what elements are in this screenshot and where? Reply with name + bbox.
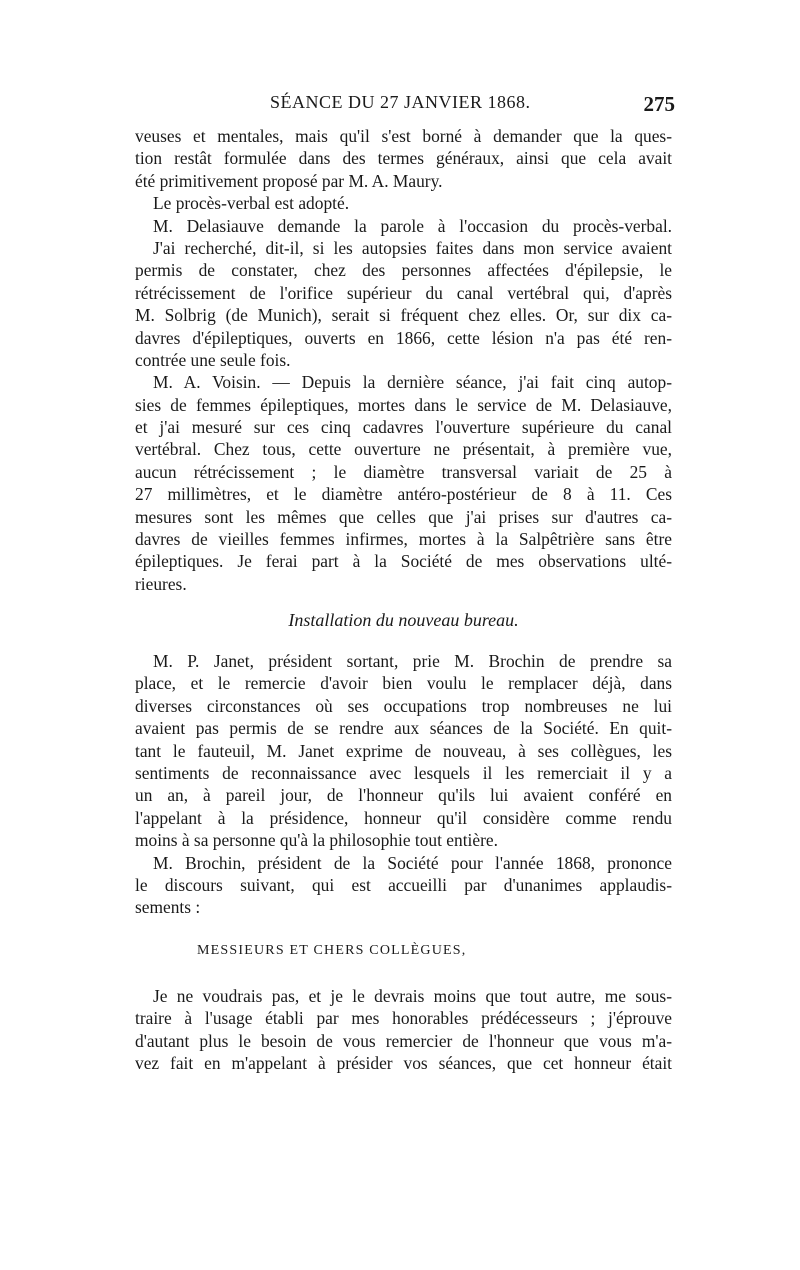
text-line: 27 millimètres, et le diamètre antéro-postérieur de 8 à 11. Ces: [135, 484, 672, 505]
text-line: sies de femmes épileptiques, mortes dans le service de M. Delasiauve,: [135, 394, 672, 415]
text-line: aucun rétrécissement ; le diamètre transversal variait de 25 à: [135, 461, 672, 482]
text-line: tant le fauteuil, M. Janet exprime de nouveau, à ses collègues, les: [135, 740, 672, 761]
text-line: un an, à pareil jour, de l'honneur qu'ils lui avaient conféré en: [135, 785, 672, 806]
text-line: davres d'épileptiques, ouverts en 1866, cette lésion n'a pas été ren-: [135, 327, 672, 348]
text-line: M. Delasiauve demande la parole à l'occasion du procès-verbal.: [153, 215, 672, 236]
section-title: Installation du nouveau bureau.: [288, 610, 519, 630]
text-line: avaient pas permis de se rendre aux séances de la Société. En quit-: [135, 718, 672, 739]
text-line: davres de vieilles femmes infirmes, mortes à la Salpêtrière sans être: [135, 529, 672, 550]
text-line: traire à l'usage établi par mes honorables prédécesseurs ; j'éprouve: [135, 1008, 672, 1029]
text-line: été primitivement proposé par M. A. Maury.: [135, 170, 443, 191]
text-block-1: [135, 125, 672, 595]
text-line: épileptiques. Je ferai part à la Société de mes observations ulté-: [135, 551, 672, 572]
text-line: vertébral. Chez tous, cette ouverture ne présentait, à première vue,: [135, 439, 672, 460]
text-line: permis de constater, chez des personnes affectées d'épilepsie, le: [135, 260, 672, 281]
text-line: le discours suivant, qui est accueilli par d'unanimes applaudis-: [135, 874, 672, 895]
text-line: M. P. Janet, président sortant, prie M. Brochin de prendre sa: [153, 651, 672, 671]
page-number: 275: [643, 92, 675, 116]
text-line: sements :: [135, 897, 201, 918]
running-head: SÉANCE DU 27 JANVIER 1868.: [270, 92, 531, 112]
text-line: moins à sa personne qu'à la philosophie tout entière.: [135, 830, 498, 851]
text-line: place, et le remercie d'avoir bien voulu le remplacer déjà, dans: [135, 673, 672, 694]
text-line: J'ai recherché, dit-il, si les autopsies faites dans mon service avaient: [153, 237, 672, 258]
text-line: M. Solbrig (de Munich), serait si fréquent chez elles. Or, sur dix ca-: [135, 305, 672, 326]
text-block-2: [135, 650, 672, 919]
text-line: Le procès-verbal est adopté.: [153, 193, 350, 214]
page-header: [135, 92, 675, 122]
text-line: d'autant plus le besoin de vous remercier de l'honneur que vous m'a-: [135, 1030, 672, 1051]
text-line: tion restât formulée dans des termes généraux, ainsi que cela avait: [135, 148, 672, 169]
text-line: vez fait en m'appelant à présider vos séances, que cet honneur était: [135, 1053, 672, 1074]
text-line: rieures.: [135, 573, 187, 594]
text-line: mesures sont les mêmes que celles que j'ai prises sur d'autres ca-: [135, 506, 672, 527]
text-line: et j'ai mesuré sur ces cinq cadavres l'ouverture supérieure du canal: [135, 417, 672, 438]
text-line: M. Brochin, président de la Société pour l'année 1868, prononce: [153, 852, 672, 873]
text-line: Je ne voudrais pas, et je le devrais moins que tout autre, me sous-: [153, 986, 672, 1006]
text-line: diverses circonstances où ses occupations trop nombreuses ne lui: [135, 695, 672, 716]
text-line: veuses et mentales, mais qu'il s'est borné à demander que la ques-: [135, 126, 672, 146]
text-line: sentiments de reconnaissance avec lesquels il les remerciait il y a: [135, 762, 672, 783]
text-line: rétrécissement de l'orifice supérieur du canal vertébral qui, d'après: [135, 282, 672, 303]
salutation: MESSIEURS ET CHERS COLLÈGUES,: [197, 943, 467, 958]
text-line: contrée une seule fois.: [135, 349, 291, 370]
text-line: M. A. Voisin. — Depuis la dernière séance, j'ai fait cinq autop-: [153, 372, 672, 393]
text-line: l'appelant à la présidence, honneur qu'il considère comme rendu: [135, 807, 672, 828]
text-block-3: [135, 985, 672, 1075]
